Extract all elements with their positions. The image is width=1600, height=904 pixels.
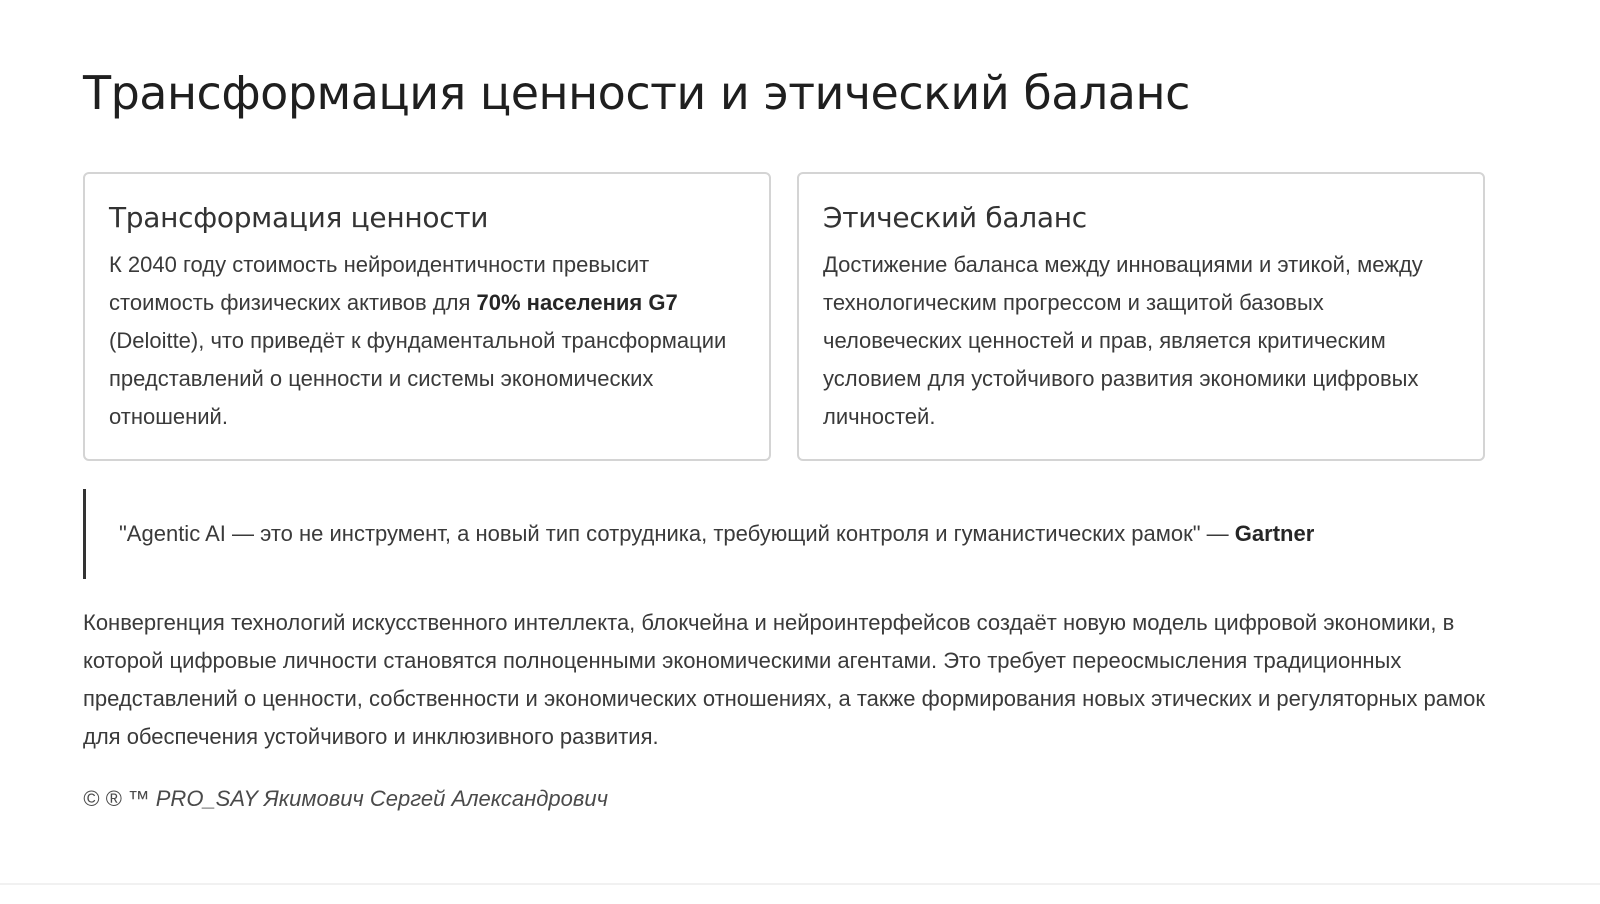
copyright-footer: © ® ™ PRO_SAY Якимович Сергей Александрович	[83, 786, 609, 811]
card-text	[109, 246, 745, 436]
card-text: Достижение баланса между инновациями и этикой, между технологическим прогрессом и защитой базовых человеческих ценностей и прав, является критическим условием для устойчивого развития экономики цифровых личностей.	[823, 252, 1423, 429]
quote-source: Gartner	[1234, 521, 1315, 546]
card-ethical-balance	[797, 172, 1485, 461]
card-value-transformation	[83, 172, 771, 461]
card-title: Этический баланс	[823, 201, 1087, 234]
bottom-divider	[0, 883, 1600, 885]
card-title: Трансформация ценности	[109, 201, 489, 234]
blockquote	[83, 489, 1487, 579]
card-text-part: (Deloitte), что приведёт к фундаментальной трансформации представлений о ценности и системы экономических отношений.	[109, 328, 727, 429]
card-text-highlight: 70% населения G7	[476, 290, 678, 315]
quote-text	[119, 521, 1314, 547]
card-text-part: К 2040 году стоимость нейроидентичности превысит стоимость физических активов для	[109, 252, 650, 315]
cards-row	[83, 172, 1487, 461]
quote-body: "Agentic AI — это не инструмент, а новый тип сотрудника, требующий контроля и гуманистических рамок" —	[119, 521, 1235, 546]
body-paragraph: Конвергенция технологий искусственного интеллекта, блокчейна и нейроинтерфейсов создаёт новую модель цифровой экономики, в которой цифровые личности становятся полноценными экономическими агентами. Это требует переосмысления традиционных представлений о ценности, собственности и экономических отношениях, а также формирования новых этических и регуляторных рамок для обеспечения устойчивого и инклюзивного развития.	[83, 610, 1486, 749]
page-title: Трансформация ценности и этический баланс	[83, 66, 1190, 120]
